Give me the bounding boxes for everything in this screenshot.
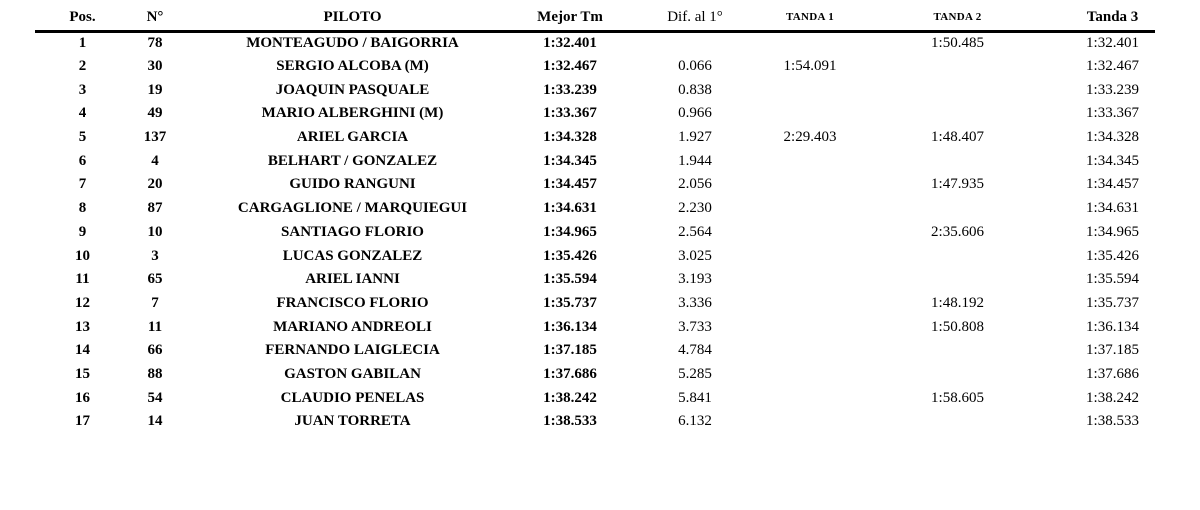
cell-tanda-1 [775,315,845,339]
cell-pos: 10 [75,247,90,264]
cell-pos: 12 [75,294,90,311]
cell-mejor-tm: 1:38.242 [543,389,597,406]
table-row [35,268,1155,292]
cell-num: 54 [147,389,163,406]
cell-pos: 15 [75,365,90,382]
cell-tanda-2 [845,410,1070,434]
cell-tanda-1 [775,78,845,102]
cell-dif-al-1: 3.336 [678,294,712,311]
cell-num: 14 [147,413,163,430]
cell-tanda-3: 1:37.185 [1086,342,1139,359]
cell-piloto: SERGIO ALCOBA (M) [276,58,429,75]
cell-piloto: FRANCISCO FLORIO [276,294,429,311]
cell-num: 137 [143,129,167,146]
cell-dif-al-1: 2.230 [678,200,712,217]
cell-pos: 5 [78,129,87,146]
cell-tanda-1: 2:29.403 [783,129,837,146]
cell-tanda-3: 1:35.426 [1086,247,1139,264]
table-row [35,339,1155,363]
cell-tanda-2 [845,363,1070,387]
cell-tanda-2 [845,55,1070,79]
cell-piloto: LUCAS GONZALEZ [282,247,423,264]
cell-mejor-tm: 1:32.401 [543,35,597,52]
cell-tanda-1 [775,363,845,387]
results-table [35,5,1155,434]
cell-mejor-tm: 1:34.457 [543,176,597,193]
header-tanda-1: TANDA 1 [775,5,845,31]
cell-dif-al-1: 1.927 [678,129,712,146]
cell-dif-al-1: 5.285 [678,365,712,382]
cell-mejor-tm: 1:33.367 [543,105,597,122]
cell-piloto: GUIDO RANGUNI [289,176,416,193]
cell-tanda-2: 2:35.606 [931,223,984,240]
cell-tanda-3: 1:32.467 [1086,58,1139,75]
cell-piloto: FERNANDO LAIGLECIA [265,342,440,359]
cell-dif-al-1: 1.944 [678,152,712,169]
cell-num: 19 [147,81,163,98]
cell-dif-al-1: 5.841 [678,389,712,406]
cell-pos: 6 [78,152,87,169]
header-pos: Pos. [35,5,130,31]
cell-tanda-3: 1:35.594 [1086,271,1139,288]
cell-mejor-tm: 1:35.737 [543,294,597,311]
cell-num: 3 [151,247,159,264]
cell-piloto: CARGAGLIONE / MARQUIEGUI [237,200,468,217]
cell-mejor-tm: 1:37.686 [543,365,597,382]
cell-tanda-1 [775,244,845,268]
table-row [35,78,1155,102]
cell-tanda-2: 1:48.407 [931,129,984,146]
cell-num: 10 [147,223,163,240]
cell-mejor-tm: 1:37.185 [543,342,597,359]
table-row [35,386,1155,410]
cell-tanda-3: 1:33.239 [1086,81,1139,98]
cell-tanda-1 [775,173,845,197]
cell-pos: 1 [78,35,87,52]
cell-mejor-tm: 1:32.467 [543,58,597,75]
cell-tanda-3: 1:34.631 [1086,200,1139,217]
cell-tanda-1 [775,268,845,292]
cell-pos: 2 [78,58,87,75]
cell-num: 49 [147,105,163,122]
results-sheet [0,5,1200,510]
cell-num: 11 [147,318,163,335]
cell-num: 30 [147,58,163,75]
cell-mejor-tm: 1:36.134 [543,318,597,335]
cell-dif-al-1: 2.056 [678,176,712,193]
cell-pos: 16 [75,389,90,406]
results-table-body [35,31,1155,434]
header-dif-al-1: Dif. al 1° [615,5,775,31]
cell-piloto: GASTON GABILAN [284,365,421,382]
cell-piloto: SANTIAGO FLORIO [281,223,424,240]
cell-pos: 3 [78,81,87,98]
results-table-header [35,5,1155,31]
cell-dif-al-1: 0.838 [678,81,712,98]
cell-num: 65 [147,271,163,288]
cell-tanda-3: 1:37.686 [1086,365,1139,382]
cell-num: 78 [147,35,163,52]
cell-tanda-3: 1:36.134 [1086,318,1139,335]
cell-piloto: ARIEL IANNI [305,271,400,288]
cell-dif-al-1: 0.966 [678,105,712,122]
table-row [35,315,1155,339]
cell-tanda-3: 1:38.242 [1086,389,1139,406]
cell-piloto: MARIANO ANDREOLI [273,318,432,335]
cell-num: 7 [151,294,159,311]
cell-tanda-3: 1:34.965 [1086,223,1139,240]
cell-tanda-1 [775,386,845,410]
cell-pos: 14 [75,342,90,359]
cell-pos: 11 [75,271,90,288]
cell-tanda-3: 1:34.457 [1086,176,1139,193]
table-row [35,126,1155,150]
cell-pos: 7 [78,176,87,193]
cell-dif-al-1: 4.784 [678,342,712,359]
cell-tanda-2: 1:58.605 [931,389,984,406]
header-num: N° [130,5,180,31]
cell-mejor-tm: 1:34.631 [543,200,597,217]
table-row [35,292,1155,316]
cell-tanda-3: 1:33.367 [1086,105,1139,122]
cell-tanda-1 [775,339,845,363]
cell-num: 20 [147,176,163,193]
cell-num: 87 [147,200,163,217]
cell-dif-al-1 [615,31,775,55]
cell-piloto: JUAN TORRETA [294,413,411,430]
cell-mejor-tm: 1:34.328 [543,129,597,146]
cell-piloto: JOAQUIN PASQUALE [275,81,430,98]
cell-dif-al-1: 3.025 [678,247,712,264]
cell-tanda-2 [845,102,1070,126]
cell-mejor-tm: 1:34.965 [543,223,597,240]
table-row [35,410,1155,434]
cell-tanda-2 [845,268,1070,292]
cell-tanda-2 [845,244,1070,268]
cell-piloto: MARIO ALBERGHINI (M) [261,105,444,122]
cell-tanda-3: 1:34.328 [1086,129,1139,146]
cell-tanda-2 [845,197,1070,221]
cell-tanda-1 [775,292,845,316]
cell-num: 66 [147,342,163,359]
cell-tanda-2: 1:47.935 [931,176,984,193]
cell-tanda-1 [775,221,845,245]
table-row [35,173,1155,197]
cell-pos: 9 [78,223,87,240]
cell-dif-al-1: 3.193 [678,271,712,288]
header-tanda-2: TANDA 2 [845,5,1070,31]
cell-tanda-3: 1:35.737 [1086,294,1139,311]
cell-tanda-1 [775,410,845,434]
table-row [35,149,1155,173]
cell-pos: 13 [75,318,90,335]
cell-dif-al-1: 6.132 [678,413,712,430]
cell-piloto: MONTEAGUDO / BAIGORRIA [246,35,459,52]
cell-pos: 4 [78,105,87,122]
cell-dif-al-1: 2.564 [678,223,712,240]
cell-mejor-tm: 1:35.594 [543,271,597,288]
table-row [35,197,1155,221]
table-row [35,244,1155,268]
table-row [35,55,1155,79]
header-mejor-tm: Mejor Tm [525,5,615,31]
table-row [35,221,1155,245]
cell-mejor-tm: 1:38.533 [543,413,597,430]
cell-tanda-2 [845,339,1070,363]
cell-piloto: CLAUDIO PENELAS [280,389,425,406]
cell-tanda-1 [775,197,845,221]
header-row [35,5,1155,31]
cell-dif-al-1: 3.733 [678,318,712,335]
table-row [35,102,1155,126]
cell-mejor-tm: 1:35.426 [543,247,597,264]
cell-tanda-3: 1:34.345 [1086,152,1139,169]
cell-tanda-2: 1:48.192 [931,294,984,311]
cell-tanda-2: 1:50.808 [931,318,984,335]
cell-piloto: BELHART / GONZALEZ [267,152,438,169]
cell-tanda-1: 1:54.091 [783,58,837,75]
cell-tanda-1 [775,102,845,126]
cell-tanda-2 [845,78,1070,102]
cell-tanda-3: 1:38.533 [1086,413,1139,430]
cell-tanda-2: 1:50.485 [931,35,984,52]
cell-tanda-3: 1:32.401 [1086,35,1139,52]
cell-pos: 17 [75,413,90,430]
cell-mejor-tm: 1:33.239 [543,81,597,98]
cell-pos: 8 [78,200,87,217]
cell-tanda-2 [845,149,1070,173]
cell-num: 88 [147,365,163,382]
cell-num: 4 [151,152,159,169]
cell-mejor-tm: 1:34.345 [543,152,597,169]
header-tanda-3: Tanda 3 [1070,5,1155,31]
cell-piloto: ARIEL GARCIA [296,129,409,146]
header-piloto: PILOTO [180,5,525,31]
cell-dif-al-1: 0.066 [678,58,712,75]
cell-tanda-1 [775,149,845,173]
table-row [35,31,1155,55]
table-row [35,363,1155,387]
cell-tanda-1 [775,31,845,55]
